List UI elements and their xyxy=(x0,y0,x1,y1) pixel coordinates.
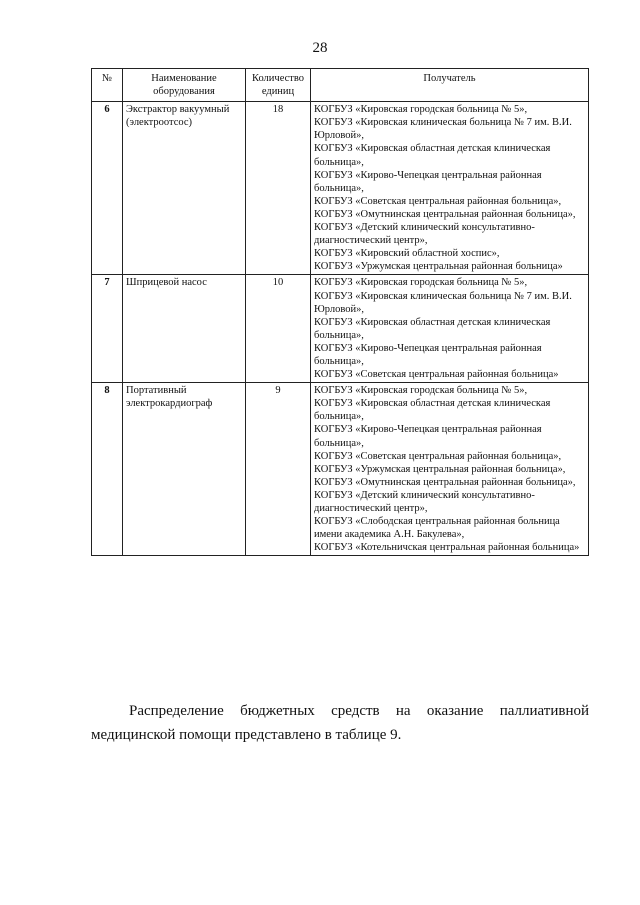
row-number: 6 xyxy=(92,102,123,275)
recipient-item: КОГБУЗ «Кировская городская больница № 5», xyxy=(314,104,528,116)
row-number: 7 xyxy=(92,275,123,383)
recipient-list xyxy=(311,102,589,275)
equipment-quantity: 9 xyxy=(246,383,311,556)
recipient-item: КОГБУЗ «Советская центральная районная больница», xyxy=(314,195,562,207)
recipient-item: КОГБУЗ «Уржумская центральная районная больница» xyxy=(314,261,563,273)
header-equipment-name: Наименование оборудования xyxy=(123,69,246,102)
table-row xyxy=(92,275,589,383)
recipient-item: КОГБУЗ «Котельничская центральная районная больница» xyxy=(314,542,580,554)
header-quantity: Количество единиц xyxy=(246,69,311,102)
equipment-table xyxy=(91,68,589,556)
recipient-item: КОГБУЗ «Кировский областной хоспис», xyxy=(314,248,500,260)
page-number: 28 xyxy=(312,40,328,56)
recipient-item: КОГБУЗ «Кировская областная детская клиническая больница», xyxy=(314,316,551,341)
recipient-item: КОГБУЗ «Слободская центральная районная больница имени академика А.Н. Бакулева», xyxy=(314,516,560,541)
recipient-item: КОГБУЗ «Кировская клиническая больница № 7 им. В.И. Юрловой», xyxy=(314,117,572,142)
recipient-item: КОГБУЗ «Омутнинская центральная районная больница», xyxy=(314,476,576,488)
recipient-item: КОГБУЗ «Советская центральная районная больница», xyxy=(314,450,562,462)
recipient-list xyxy=(311,275,589,383)
recipient-item: КОГБУЗ «Кировская городская больница № 5», xyxy=(314,277,528,289)
recipient-item: КОГБУЗ «Кировская клиническая больница № 7 им. В.И. Юрловой», xyxy=(314,290,572,315)
recipient-item: КОГБУЗ «Омутнинская центральная районная больница», xyxy=(314,208,576,220)
budget-paragraph-line-2: медицинской помощи представлено в таблице 9. xyxy=(91,727,402,743)
row-number: 8 xyxy=(92,383,123,556)
header-number: № xyxy=(92,69,123,102)
recipient-item: КОГБУЗ «Кирово-Чепецкая центральная районная больница», xyxy=(314,342,542,367)
recipient-item: КОГБУЗ «Уржумская центральная районная больница», xyxy=(314,463,566,475)
header-recipient: Получатель xyxy=(311,69,589,102)
recipient-item: КОГБУЗ «Кировская городская больница № 5», xyxy=(314,385,528,397)
recipient-item: КОГБУЗ «Кировская областная детская клиническая больница», xyxy=(314,398,551,423)
equipment-name: Портативный электрокардиограф xyxy=(123,383,246,556)
table-header-row xyxy=(92,69,589,102)
recipient-item: КОГБУЗ «Кирово-Чепецкая центральная районная больница», xyxy=(314,169,542,194)
recipient-list xyxy=(311,383,589,556)
equipment-quantity: 10 xyxy=(246,275,311,383)
recipient-item: КОГБУЗ «Кировская областная детская клиническая больница», xyxy=(314,143,551,168)
recipient-item: КОГБУЗ «Кирово-Чепецкая центральная районная больница», xyxy=(314,424,542,449)
table-row xyxy=(92,102,589,275)
budget-paragraph-line-1: Распределение бюджетных средств на оказание паллиативной xyxy=(129,703,589,719)
table-row xyxy=(92,383,589,556)
equipment-name: Шприцевой насос xyxy=(123,275,246,383)
recipient-item: КОГБУЗ «Детский клинический консультативно-диагностический центр», xyxy=(314,489,535,514)
recipient-item: КОГБУЗ «Советская центральная районная больница» xyxy=(314,369,559,381)
recipient-item: КОГБУЗ «Детский клинический консультативно-диагностический центр», xyxy=(314,222,535,247)
equipment-name: Экстрактор вакуумный (электроотсос) xyxy=(123,102,246,275)
equipment-quantity: 18 xyxy=(246,102,311,275)
